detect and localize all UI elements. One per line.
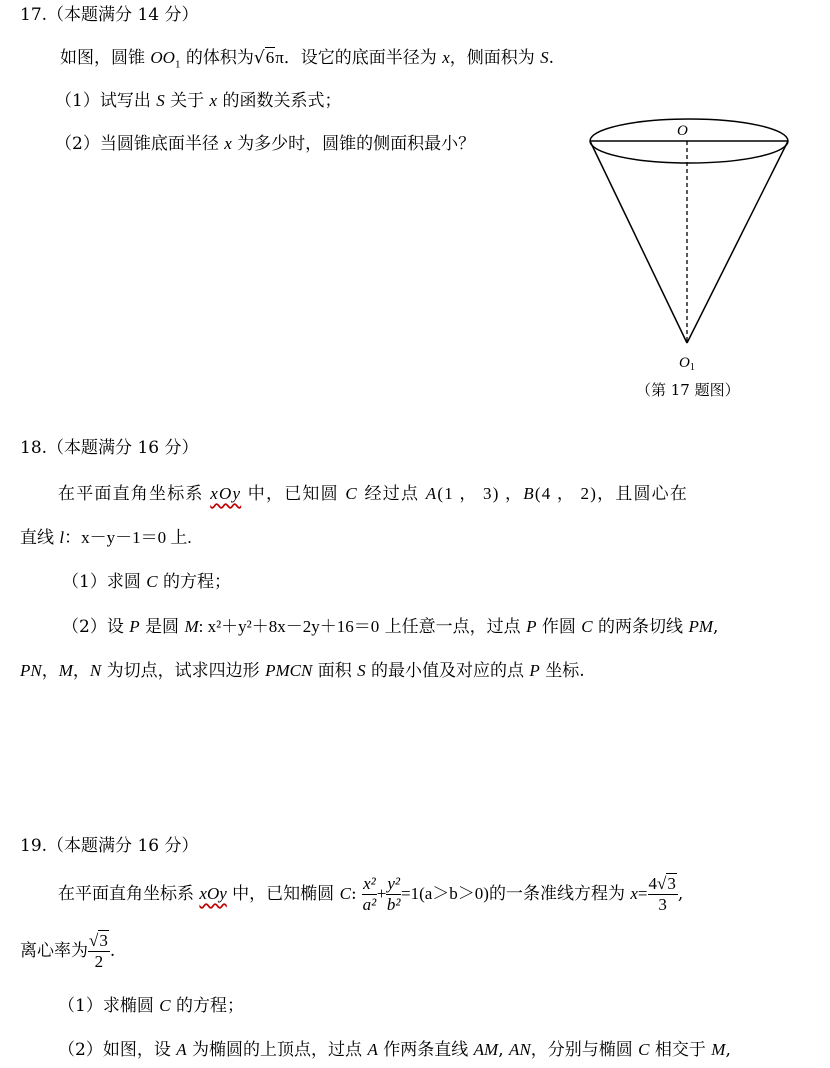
q18-p2-mid: 是圆 <box>139 617 185 637</box>
q17-part1-x: x <box>209 91 218 110</box>
q19-p1-post: 的方程； <box>170 996 244 1016</box>
q18-p2-mid3: 作圆 <box>536 617 582 637</box>
q18-circle-M-eq: : x²＋y²＋8x－2y＋16＝0 <box>198 617 380 636</box>
q18-header: 18.（本题满分 16 分） <box>20 438 199 458</box>
q18-p2-comma: , <box>713 617 719 637</box>
q18-l1-end: ，且圆心在 <box>597 484 689 504</box>
q18-p3-N: N <box>89 661 102 680</box>
q17-stem-post: ．设它的底面半径为 <box>283 48 443 68</box>
q19-frac3-num: 4√3 <box>648 874 676 893</box>
q18-point-A-coord: (1 ， 3) <box>437 484 506 503</box>
q18-l1-comma: ， <box>505 484 524 504</box>
q19-header: 19.（本题满分 16 分） <box>20 836 199 856</box>
q17-sqrt-value: 6 <box>265 48 275 67</box>
q17-part1 <box>55 90 342 112</box>
q18-line-eq: ：x－y－1＝0 上. <box>64 528 192 547</box>
q18-part1 <box>62 571 231 593</box>
q19-p2-A: A <box>176 1040 187 1059</box>
q18-p1-pre: （1）求圆 <box>62 572 147 592</box>
q18-p2-end: 的两条切线 <box>592 617 689 637</box>
q19-p2-pre: （2）如图，设 <box>58 1040 177 1060</box>
q19-frac1-den: a² <box>362 895 377 914</box>
q18-l1-pre: 在平面直角坐标系 <box>58 484 211 504</box>
cone-top-label: O <box>677 123 688 139</box>
q19-frac4-den: 2 <box>94 952 104 971</box>
q19-l1-colon: : <box>350 884 357 904</box>
q19-frac3-den: 3 <box>658 895 667 914</box>
q17-part2 <box>55 133 475 155</box>
q17-part1-post: 的函数关系式； <box>217 91 342 111</box>
q19-ellipse-eq: =1(a＞b＞0) <box>400 884 489 903</box>
cone-bottom-label: $O_1$ <box>679 355 695 373</box>
q19-l1-end: , <box>677 884 684 904</box>
q17-stem <box>60 47 554 69</box>
q19-p2-end: , <box>725 1040 731 1060</box>
q18-line1 <box>58 483 688 505</box>
q19-l1-eqsign: = <box>637 884 648 903</box>
q18-p1-C: C <box>146 572 158 591</box>
q19-frac2-num: y² <box>387 874 400 893</box>
q17-part2-pre: （2）当圆锥底面半径 <box>55 134 225 154</box>
q19-frac-directrix <box>648 874 678 915</box>
q19-p2-mid3: ，分别与椭圆 <box>530 1040 639 1060</box>
q17-var-oo-sub: 1 <box>174 58 181 71</box>
q19-coord-system: xOy <box>199 884 227 903</box>
q19-p2-comma: , <box>498 1040 509 1060</box>
q19-frac3-root: 3 <box>667 874 676 893</box>
q18-p3-P: P <box>529 661 540 680</box>
q17-figure-caption: （第 17 题图） <box>636 381 740 399</box>
q19-frac-eccentricity <box>88 931 110 972</box>
q19-frac-y2-b2 <box>386 874 401 915</box>
q19-l1-x: x <box>630 884 638 903</box>
q17-stem-post2: ，侧面积为 <box>449 48 541 68</box>
q19-p1-pre: （1）求椭圆 <box>58 996 160 1016</box>
q18-p2-M: M <box>184 617 199 636</box>
q18-l1-mid2: 经过点 <box>357 484 426 504</box>
q18-line-l: l <box>59 528 65 547</box>
q18-p3-S: S <box>357 661 366 680</box>
q18-p3-sep1: ， <box>41 661 59 681</box>
q18-p2-P2: P <box>526 617 537 636</box>
q18-p3-mid2: 面积 <box>312 661 358 681</box>
q18-p2-PM: PM <box>688 617 713 636</box>
q18-p3-mid3: 的最小值及对应的点 <box>365 661 530 681</box>
q17-x: x <box>442 48 450 67</box>
q19-l1-pre: 在平面直角坐标系 <box>58 884 200 904</box>
q17-stem-pre: 如图，圆锥 <box>60 48 151 68</box>
q18-p3-M: M <box>58 661 73 680</box>
q19-p2-C: C <box>638 1040 650 1059</box>
q17-sqrt: √6 <box>253 48 275 68</box>
q19-p2-AM: AM <box>473 1040 499 1059</box>
q18-coord-system: xOy <box>210 484 242 503</box>
q18-part2-cont <box>20 660 585 682</box>
q17-pi: π <box>275 48 284 67</box>
q19-frac4-num: √3 <box>89 931 108 950</box>
q18-line2 <box>20 527 192 549</box>
q19-p2-M: M <box>711 1040 726 1059</box>
q19-frac1-num: x² <box>363 874 376 893</box>
q17-part1-pre: （1）试写出 <box>55 91 157 111</box>
q18-point-B-coord: (4 ， 2) <box>534 484 598 503</box>
q19-l1-mid2: 的一条准线方程为 <box>488 884 631 904</box>
q18-point-B: B <box>523 484 535 503</box>
q18-p2-pre: （2）设 <box>62 617 130 637</box>
q18-p3-mid: 为切点，试求四边形 <box>101 661 266 681</box>
q17-var-oo: OO <box>150 48 175 67</box>
q18-l1-mid: 中，已知圆 <box>241 484 346 504</box>
cone-left-edge <box>590 141 687 343</box>
q18-p3-sep2: ， <box>72 661 90 681</box>
q17-part1-S: S <box>156 91 165 110</box>
q19-line1 <box>58 872 683 916</box>
q19-frac2-den: b² <box>386 895 401 914</box>
q18-p1-post: 的方程； <box>157 572 231 592</box>
q17-part2-x: x <box>224 134 232 153</box>
q18-l2-pre: 直线 <box>20 528 60 548</box>
q18-p2-C: C <box>581 617 593 636</box>
cone-figure <box>585 110 795 375</box>
cone-right-edge <box>687 141 788 343</box>
q19-l1-mid: 中，已知椭圆 <box>226 884 340 904</box>
q19-l1-C: C <box>339 884 351 903</box>
q17-part1-mid: 关于 <box>164 91 210 111</box>
q18-point-A: A <box>425 484 438 503</box>
q19-l2-end: . <box>109 941 116 961</box>
q17-stem-mid: 的体积为 <box>180 48 254 68</box>
q19-line2 <box>20 929 115 973</box>
q18-l1-C: C <box>345 484 358 503</box>
q19-part2 <box>58 1039 731 1061</box>
q19-l2-pre: 离心率为 <box>20 941 88 961</box>
q17-part2-post: 为多少时，圆锥的侧面积最小？ <box>231 134 476 154</box>
q19-frac4-root: 3 <box>99 931 108 950</box>
q18-p3-PMCN: PMCN <box>265 661 313 680</box>
q17-stem-end: . <box>548 48 555 68</box>
q19-p2-mid: 为椭圆的上顶点，过点 <box>186 1040 368 1060</box>
q18-p3-end: 坐标. <box>539 661 585 681</box>
q19-p2-mid2: 作两条直线 <box>377 1040 474 1060</box>
q19-part1 <box>58 995 244 1017</box>
q18-p2-P: P <box>129 617 140 636</box>
q18-p2-mid2: 上任意一点，过点 <box>379 617 527 637</box>
q19-p2-AN: AN <box>509 1040 531 1059</box>
q19-frac3-coef: 4 <box>648 874 657 893</box>
q19-p2-mid4: 相交于 <box>649 1040 712 1060</box>
q19-frac-x2-a2 <box>362 874 377 915</box>
q19-plus: + <box>376 884 387 903</box>
q17-S: S <box>540 48 549 67</box>
q17-header: 17.（本题满分 14 分） <box>20 5 199 25</box>
q19-p1-C: C <box>159 996 171 1015</box>
q18-part2 <box>62 616 718 638</box>
q19-p2-A2: A <box>367 1040 378 1059</box>
q18-p3-PN: PN <box>20 661 42 680</box>
